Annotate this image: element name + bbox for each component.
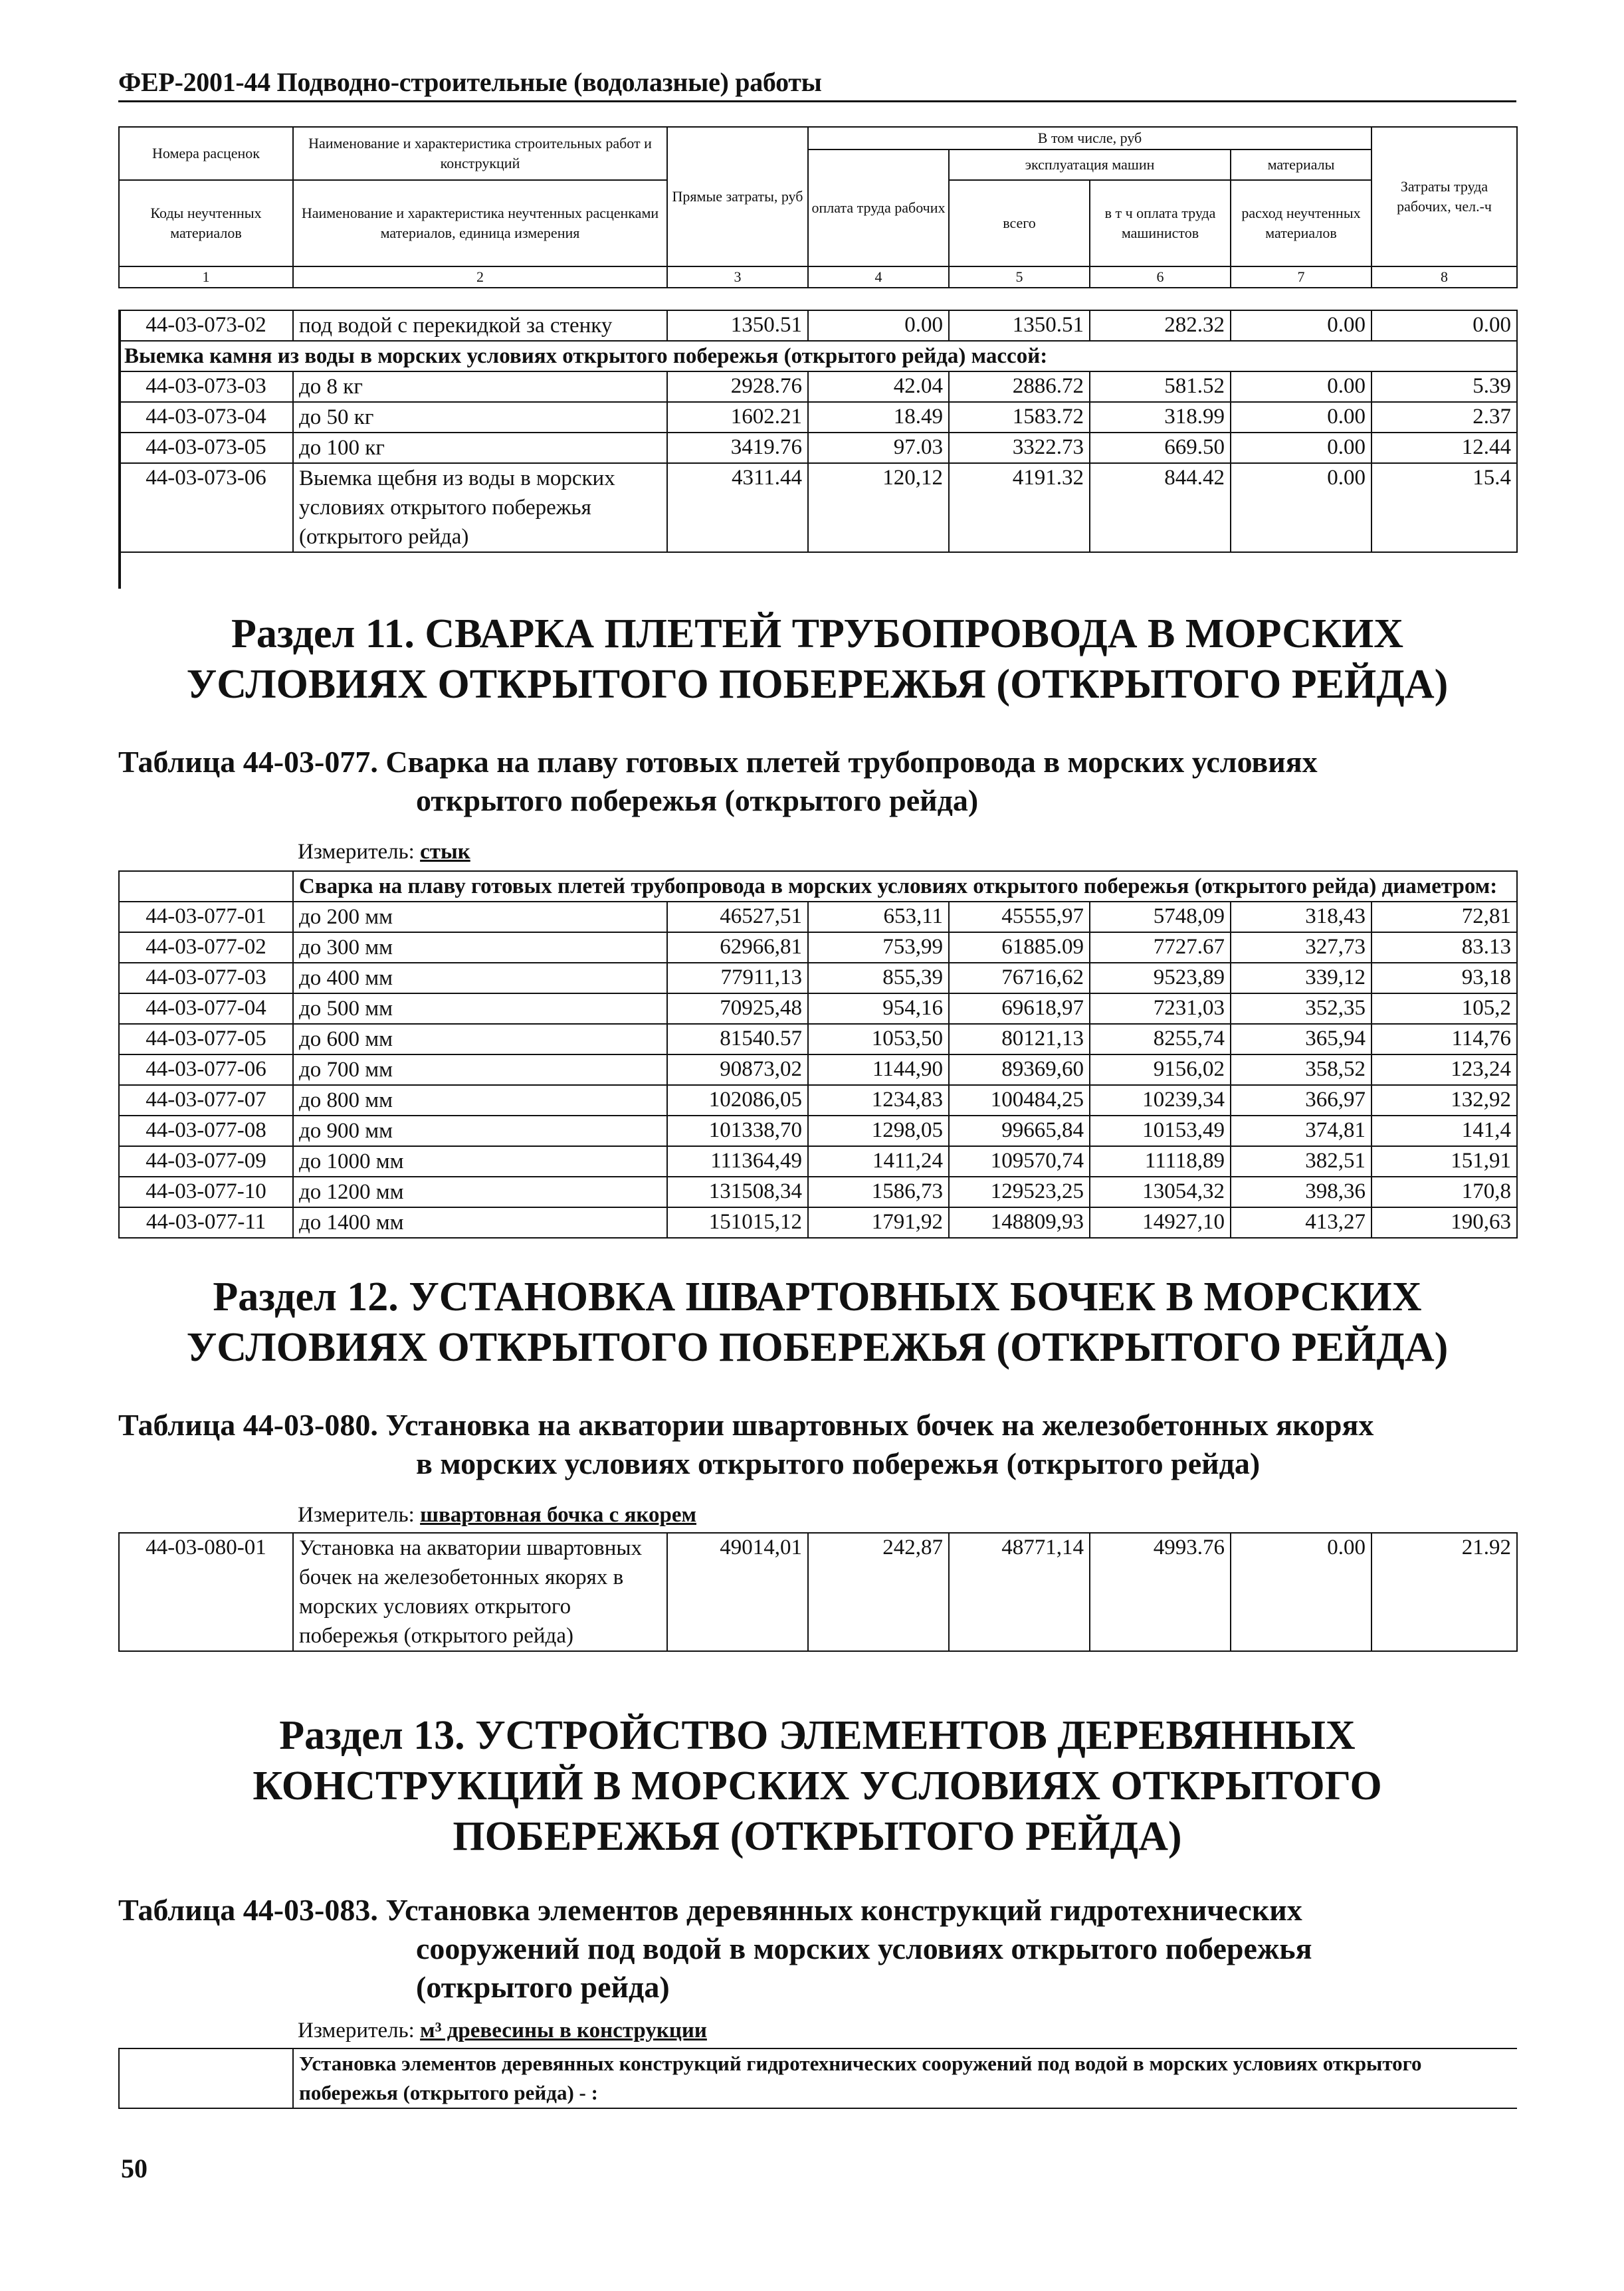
rate-code: 44-03-077-09 xyxy=(119,1146,293,1177)
machinist-pay: 282.32 xyxy=(1090,310,1231,341)
table-row xyxy=(119,1085,1517,1116)
machinist-pay: 11118,89 xyxy=(1090,1146,1231,1177)
materials: 0.00 xyxy=(1231,433,1371,463)
machinist-pay: 10153,49 xyxy=(1090,1116,1231,1146)
worker-pay: 1144,90 xyxy=(808,1054,949,1085)
table-row xyxy=(119,1146,1517,1177)
rates-table-077 xyxy=(118,870,1518,1239)
machine-total: 76716,62 xyxy=(949,963,1090,993)
labor-hours: 123,24 xyxy=(1371,1054,1517,1085)
rate-code: 44-03-077-11 xyxy=(119,1207,293,1238)
work-name: до 50 кг xyxy=(293,402,667,433)
col-number: 8 xyxy=(1371,266,1517,288)
table-row xyxy=(119,993,1517,1024)
direct-cost: 1350.51 xyxy=(667,310,808,341)
worker-pay: 42.04 xyxy=(808,371,949,402)
page-number: 50 xyxy=(121,2153,148,2183)
labor-hours: 132,92 xyxy=(1371,1085,1517,1116)
table-title-line: сооружений под водой в морских условиях открытого побережья xyxy=(416,1932,1312,1965)
machine-total: 45555,97 xyxy=(949,902,1090,932)
materials: 318,43 xyxy=(1231,902,1371,932)
col-head-name: Наименование и характеристика строительных работ и конструкций xyxy=(293,127,667,180)
worker-pay: 1411,24 xyxy=(808,1146,949,1177)
machine-total: 61885.09 xyxy=(949,932,1090,963)
rate-code: 44-03-077-07 xyxy=(119,1085,293,1116)
section-title: Раздел 13. УСТРОЙСТВО ЭЛЕМЕНТОВ ДЕРЕВЯННЫХ КОНСТРУКЦИЙ В МОРСКИХ УСЛОВИЯХ ОТКРЫТОГО ПОБЕРЕЖЬЯ (ОТКРЫТОГО РЕЙДА) xyxy=(253,1713,1382,1859)
machinist-pay: 9523,89 xyxy=(1090,963,1231,993)
machinist-pay: 318.99 xyxy=(1090,402,1231,433)
col-head-direct: Прямые затраты, руб xyxy=(667,127,808,266)
col-head-including: В том числе, руб xyxy=(808,127,1371,149)
machine-total: 48771,14 xyxy=(949,1533,1090,1651)
direct-cost: 62966,81 xyxy=(667,932,808,963)
table-row xyxy=(119,402,1517,433)
group-heading: Установка элементов деревянных конструкций гидротехнических сооружений под водой в морских условиях открытого побережья (открытого рейда) - : xyxy=(293,2048,1517,2108)
labor-hours: 15.4 xyxy=(1371,463,1517,552)
machine-total: 1583.72 xyxy=(949,402,1090,433)
table-row xyxy=(119,310,1517,341)
rate-code: 44-03-080-01 xyxy=(119,1533,293,1651)
table-title-line: Таблица 44-03-080. Установка на акватории швартовных бочек на железобетонных якорях xyxy=(118,1408,1374,1442)
col-head-labor: Затраты труда рабочих, чел.-ч xyxy=(1371,127,1517,266)
labor-hours: 2.37 xyxy=(1371,402,1517,433)
worker-pay: 1234,83 xyxy=(808,1085,949,1116)
col-head-machines: эксплуатация машин xyxy=(949,149,1231,180)
materials: 382,51 xyxy=(1231,1146,1371,1177)
work-name: под водой с перекидкой за стенку xyxy=(293,310,667,341)
work-name: до 900 мм xyxy=(293,1116,667,1146)
work-name: до 100 кг xyxy=(293,433,667,463)
direct-cost: 1602.21 xyxy=(667,402,808,433)
materials: 0.00 xyxy=(1231,402,1371,433)
labor-hours: 21.92 xyxy=(1371,1533,1517,1651)
worker-pay: 120,12 xyxy=(808,463,949,552)
column-header-table xyxy=(118,126,1518,288)
rate-code: 44-03-073-06 xyxy=(119,463,293,552)
direct-cost: 46527,51 xyxy=(667,902,808,932)
table-row xyxy=(119,433,1517,463)
labor-hours: 5.39 xyxy=(1371,371,1517,402)
work-name: до 400 мм xyxy=(293,963,667,993)
col-head-unaccounted-codes: Коды неучтенных материалов xyxy=(119,180,293,266)
table-row xyxy=(119,932,1517,963)
materials: 374,81 xyxy=(1231,1116,1371,1146)
rate-code: 44-03-077-04 xyxy=(119,993,293,1024)
materials: 327,73 xyxy=(1231,932,1371,963)
labor-hours: 114,76 xyxy=(1371,1024,1517,1054)
rate-code: 44-03-077-02 xyxy=(119,932,293,963)
table-title-line: открытого побережья (открытого рейда) xyxy=(416,783,979,817)
direct-cost: 111364,49 xyxy=(667,1146,808,1177)
machine-total: 148809,93 xyxy=(949,1207,1090,1238)
direct-cost: 102086,05 xyxy=(667,1085,808,1116)
table-title-line: Таблица 44-03-077. Сварка на плаву готовых плетей трубопровода в морских условиях xyxy=(118,745,1318,779)
labor-hours: 105,2 xyxy=(1371,993,1517,1024)
table-row xyxy=(119,1116,1517,1146)
worker-pay: 0.00 xyxy=(808,310,949,341)
labor-hours: 72,81 xyxy=(1371,902,1517,932)
measure-label: Измеритель: xyxy=(298,2019,415,2042)
col-head-pay: оплата труда рабочих xyxy=(808,149,949,266)
machine-total: 89369,60 xyxy=(949,1054,1090,1085)
table-row xyxy=(119,463,1517,552)
work-name: Установка на акватории швартовных бочек на железобетонных якорях в морских условиях открытого побережья (открытого рейда) xyxy=(293,1533,667,1651)
direct-cost: 90873,02 xyxy=(667,1054,808,1085)
machinist-pay: 7727.67 xyxy=(1090,932,1231,963)
direct-cost: 77911,13 xyxy=(667,963,808,993)
work-name: до 1400 мм xyxy=(293,1207,667,1238)
measure-unit xyxy=(298,2019,707,2043)
col-number: 5 xyxy=(949,266,1090,288)
worker-pay: 18.49 xyxy=(808,402,949,433)
materials: 413,27 xyxy=(1231,1207,1371,1238)
machine-total: 3322.73 xyxy=(949,433,1090,463)
machine-total: 2886.72 xyxy=(949,371,1090,402)
worker-pay: 1298,05 xyxy=(808,1116,949,1146)
col-number: 7 xyxy=(1231,266,1371,288)
section-title: Раздел 12. УСТАНОВКА ШВАРТОВНЫХ БОЧЕК В МОРСКИХ УСЛОВИЯХ ОТКРЫТОГО ПОБЕРЕЖЬЯ (ОТКРЫТОГО РЕЙДА) xyxy=(186,1274,1449,1370)
machine-total: 99665,84 xyxy=(949,1116,1090,1146)
machine-total: 129523,25 xyxy=(949,1177,1090,1207)
machinist-pay: 7231,03 xyxy=(1090,993,1231,1024)
section-title: Раздел 11. СВАРКА ПЛЕТЕЙ ТРУБОПРОВОДА В МОРСКИХ УСЛОВИЯХ ОТКРЫТОГО ПОБЕРЕЖЬЯ (ОТКРЫТОГО РЕЙДА) xyxy=(186,611,1449,707)
table-row xyxy=(119,1054,1517,1085)
materials: 352,35 xyxy=(1231,993,1371,1024)
machine-total: 69618,97 xyxy=(949,993,1090,1024)
measure-unit xyxy=(298,1503,696,1528)
machinist-pay: 4993.76 xyxy=(1090,1533,1231,1651)
rates-table-073 xyxy=(118,310,1518,553)
rate-code: 44-03-077-10 xyxy=(119,1177,293,1207)
measure-label: Измеритель: xyxy=(298,1503,415,1527)
labor-hours: 12.44 xyxy=(1371,433,1517,463)
materials: 0.00 xyxy=(1231,371,1371,402)
materials: 365,94 xyxy=(1231,1024,1371,1054)
direct-cost: 70925,48 xyxy=(667,993,808,1024)
rate-code: 44-03-077-03 xyxy=(119,963,293,993)
machinist-pay: 9156,02 xyxy=(1090,1054,1231,1085)
table-row xyxy=(119,1024,1517,1054)
table-title xyxy=(118,1406,1516,1483)
group-heading: Выемка камня из воды в морских условиях открытого побережья (открытого рейда) массой: xyxy=(119,341,1517,371)
direct-cost: 2928.76 xyxy=(667,371,808,402)
col-number: 4 xyxy=(808,266,949,288)
materials: 339,12 xyxy=(1231,963,1371,993)
rate-code: 44-03-073-05 xyxy=(119,433,293,463)
work-name: до 300 мм xyxy=(293,932,667,963)
col-head-mat-use: расход неучтенных материалов xyxy=(1231,180,1371,266)
direct-cost: 81540.57 xyxy=(667,1024,808,1054)
worker-pay: 954,16 xyxy=(808,993,949,1024)
direct-cost: 101338,70 xyxy=(667,1116,808,1146)
work-name: до 200 мм xyxy=(293,902,667,932)
worker-pay: 242,87 xyxy=(808,1533,949,1651)
machinist-pay: 581.52 xyxy=(1090,371,1231,402)
running-header: ФЕР-2001-44 Подводно-строительные (водолазные) работы xyxy=(118,66,1516,102)
machinist-pay: 13054,32 xyxy=(1090,1177,1231,1207)
table-title-line: (открытого рейда) xyxy=(416,1970,670,2004)
table-row xyxy=(119,963,1517,993)
materials: 0.00 xyxy=(1231,463,1371,552)
col-head-mach-pay: в т ч оплата труда машинистов xyxy=(1090,180,1231,266)
worker-pay: 653,11 xyxy=(808,902,949,932)
labor-hours: 190,63 xyxy=(1371,1207,1517,1238)
table-row xyxy=(119,1177,1517,1207)
materials: 0.00 xyxy=(1231,1533,1371,1651)
rate-code: 44-03-077-05 xyxy=(119,1024,293,1054)
direct-cost: 131508,34 xyxy=(667,1177,808,1207)
machine-total: 1350.51 xyxy=(949,310,1090,341)
materials: 398,36 xyxy=(1231,1177,1371,1207)
work-name: до 1000 мм xyxy=(293,1146,667,1177)
labor-hours: 170,8 xyxy=(1371,1177,1517,1207)
work-name: Выемка щебня из воды в морских условиях открытого побережья (открытого рейда) xyxy=(293,463,667,552)
labor-hours: 141,4 xyxy=(1371,1116,1517,1146)
measure-label: Измеритель: xyxy=(298,840,415,864)
rates-table-083 xyxy=(118,2048,1517,2109)
labor-hours: 151,91 xyxy=(1371,1146,1517,1177)
worker-pay: 1791,92 xyxy=(808,1207,949,1238)
measure-value: стык xyxy=(420,840,470,864)
table-title-line: Таблица 44-03-083. Установка элементов деревянных конструкций гидротехнических xyxy=(118,1893,1302,1927)
rate-code: 44-03-073-03 xyxy=(119,371,293,402)
col-number: 2 xyxy=(293,266,667,288)
col-number: 6 xyxy=(1090,266,1231,288)
machinist-pay: 10239,34 xyxy=(1090,1085,1231,1116)
col-head-codes: Номера расценок xyxy=(119,127,293,180)
materials: 358,52 xyxy=(1231,1054,1371,1085)
machine-total: 80121,13 xyxy=(949,1024,1090,1054)
table-row xyxy=(119,1207,1517,1238)
measure-unit xyxy=(298,840,470,864)
rate-code: 44-03-077-01 xyxy=(119,902,293,932)
rate-code: 44-03-077-08 xyxy=(119,1116,293,1146)
work-name: до 500 мм xyxy=(293,993,667,1024)
machinist-pay: 669.50 xyxy=(1090,433,1231,463)
col-head-mach-total: всего xyxy=(949,180,1090,266)
rate-code: 44-03-073-02 xyxy=(119,310,293,341)
work-name: до 800 мм xyxy=(293,1085,667,1116)
direct-cost: 3419.76 xyxy=(667,433,808,463)
rates-table-080 xyxy=(118,1532,1518,1652)
col-number: 3 xyxy=(667,266,808,288)
machinist-pay: 8255,74 xyxy=(1090,1024,1231,1054)
machinist-pay: 5748,09 xyxy=(1090,902,1231,932)
worker-pay: 1586,73 xyxy=(808,1177,949,1207)
labor-hours: 93,18 xyxy=(1371,963,1517,993)
work-name: до 8 кг xyxy=(293,371,667,402)
labor-hours: 0.00 xyxy=(1371,310,1517,341)
table-title xyxy=(118,1891,1516,2007)
table-left-rule xyxy=(118,310,121,589)
table-title xyxy=(118,743,1516,820)
measure-value: швартовная бочка с якорем xyxy=(420,1503,696,1527)
machinist-pay: 14927,10 xyxy=(1090,1207,1231,1238)
group-heading: Сварка на плаву готовых плетей трубопровода в морских условиях открытого побережья (открытого рейда) диаметром: xyxy=(293,871,1517,902)
table-row xyxy=(119,902,1517,932)
materials: 366,97 xyxy=(1231,1085,1371,1116)
table-title-line: в морских условиях открытого побережья (открытого рейда) xyxy=(416,1446,1261,1480)
materials: 0.00 xyxy=(1231,310,1371,341)
work-name: до 700 мм xyxy=(293,1054,667,1085)
rate-code: 44-03-077-06 xyxy=(119,1054,293,1085)
machine-total: 100484,25 xyxy=(949,1085,1090,1116)
col-head-materials: материалы xyxy=(1231,149,1371,180)
table-row xyxy=(119,1533,1517,1651)
direct-cost: 4311.44 xyxy=(667,463,808,552)
measure-value: м³ древесины в конструкции xyxy=(420,2019,707,2042)
machine-total: 109570,74 xyxy=(949,1146,1090,1177)
col-number: 1 xyxy=(119,266,293,288)
worker-pay: 855,39 xyxy=(808,963,949,993)
rate-code: 44-03-073-04 xyxy=(119,402,293,433)
machinist-pay: 844.42 xyxy=(1090,463,1231,552)
work-name: до 600 мм xyxy=(293,1024,667,1054)
labor-hours: 83.13 xyxy=(1371,932,1517,963)
direct-cost: 151015,12 xyxy=(667,1207,808,1238)
table-row xyxy=(119,371,1517,402)
col-head-unaccounted-name: Наименование и характеристика неучтенных расценками материалов, единица измерения xyxy=(293,180,667,266)
worker-pay: 753,99 xyxy=(808,932,949,963)
direct-cost: 49014,01 xyxy=(667,1533,808,1651)
worker-pay: 1053,50 xyxy=(808,1024,949,1054)
machine-total: 4191.32 xyxy=(949,463,1090,552)
worker-pay: 97.03 xyxy=(808,433,949,463)
work-name: до 1200 мм xyxy=(293,1177,667,1207)
